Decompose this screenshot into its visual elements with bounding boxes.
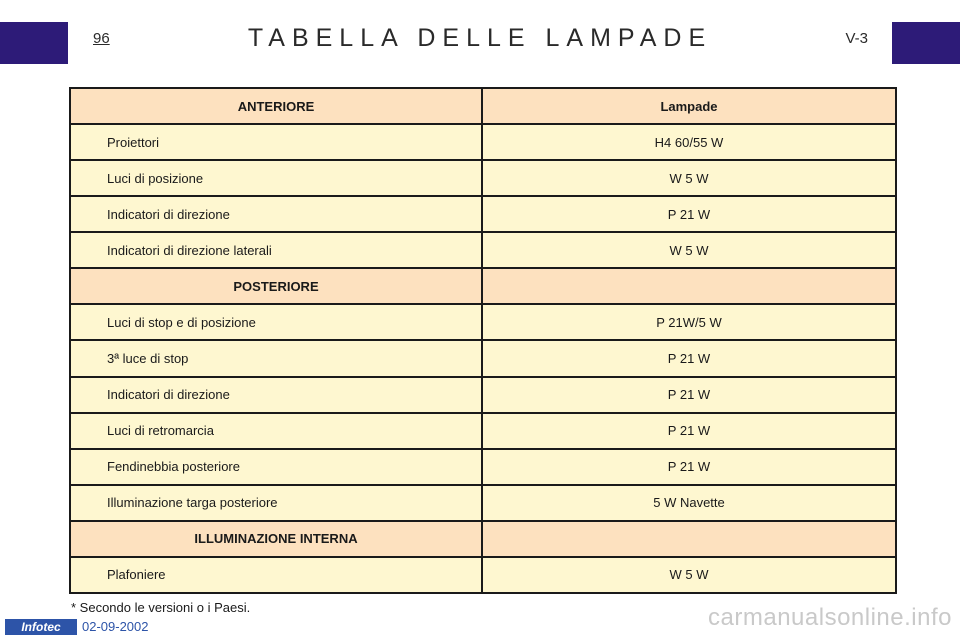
table-row xyxy=(70,340,896,376)
section-empty-cell xyxy=(482,521,896,557)
table-row xyxy=(70,124,896,160)
table-row xyxy=(70,485,896,521)
section-title-rear: POSTERIORE xyxy=(70,268,482,304)
lamp-value: P 21 W xyxy=(482,196,896,232)
corner-block-right xyxy=(892,22,960,64)
section-row-interior xyxy=(70,521,896,557)
lamp-value: P 21W/5 W xyxy=(482,304,896,340)
lamp-value: W 5 W xyxy=(482,160,896,196)
lamp-value: P 21 W xyxy=(482,340,896,376)
table-row xyxy=(70,413,896,449)
table-header-row xyxy=(70,88,896,124)
column-header-lamps: Lampade xyxy=(482,88,896,124)
lamp-name: Indicatori di direzione xyxy=(70,196,482,232)
lamp-table xyxy=(69,87,897,594)
lamp-name: Luci di posizione xyxy=(70,160,482,196)
lamp-name: Indicatori di direzione laterali xyxy=(70,232,482,268)
lamp-name: 3ª luce di stop xyxy=(70,340,482,376)
section-title-interior: ILLUMINAZIONE INTERNA xyxy=(70,521,482,557)
lamp-value: 5 W Navette xyxy=(482,485,896,521)
corner-block-left xyxy=(0,22,68,64)
column-header-front: ANTERIORE xyxy=(70,88,482,124)
table-row xyxy=(70,196,896,232)
lamp-value: H4 60/55 W xyxy=(482,124,896,160)
print-date: 02-09-2002 xyxy=(82,619,149,634)
lamp-name: Luci di retromarcia xyxy=(70,413,482,449)
lamp-value: P 21 W xyxy=(482,377,896,413)
lamp-name: Illuminazione targa posteriore xyxy=(70,485,482,521)
page-number: 96 xyxy=(93,30,110,47)
lamp-value: W 5 W xyxy=(482,232,896,268)
lamp-name: Indicatori di direzione xyxy=(70,377,482,413)
table-row xyxy=(70,232,896,268)
table-row xyxy=(70,377,896,413)
lamp-value: P 21 W xyxy=(482,413,896,449)
lamp-name: Fendinebbia posteriore xyxy=(70,449,482,485)
lamp-name: Plafoniere xyxy=(70,557,482,593)
infotec-logo: Infotec xyxy=(5,619,77,635)
table-row xyxy=(70,304,896,340)
page-title: TABELLA DELLE LAMPADE xyxy=(247,24,713,52)
footnote: * Secondo le versioni o i Paesi. xyxy=(71,600,251,615)
table-row xyxy=(70,449,896,485)
lamp-value: W 5 W xyxy=(482,557,896,593)
lamp-value: P 21 W xyxy=(482,449,896,485)
lamp-name: Proiettori xyxy=(70,124,482,160)
table-row xyxy=(70,557,896,593)
watermark: carmanualsonline.info xyxy=(708,604,952,631)
lamp-name: Luci di stop e di posizione xyxy=(70,304,482,340)
section-row-rear xyxy=(70,268,896,304)
section-code: V-3 xyxy=(845,30,868,47)
section-empty-cell xyxy=(482,268,896,304)
table-row xyxy=(70,160,896,196)
